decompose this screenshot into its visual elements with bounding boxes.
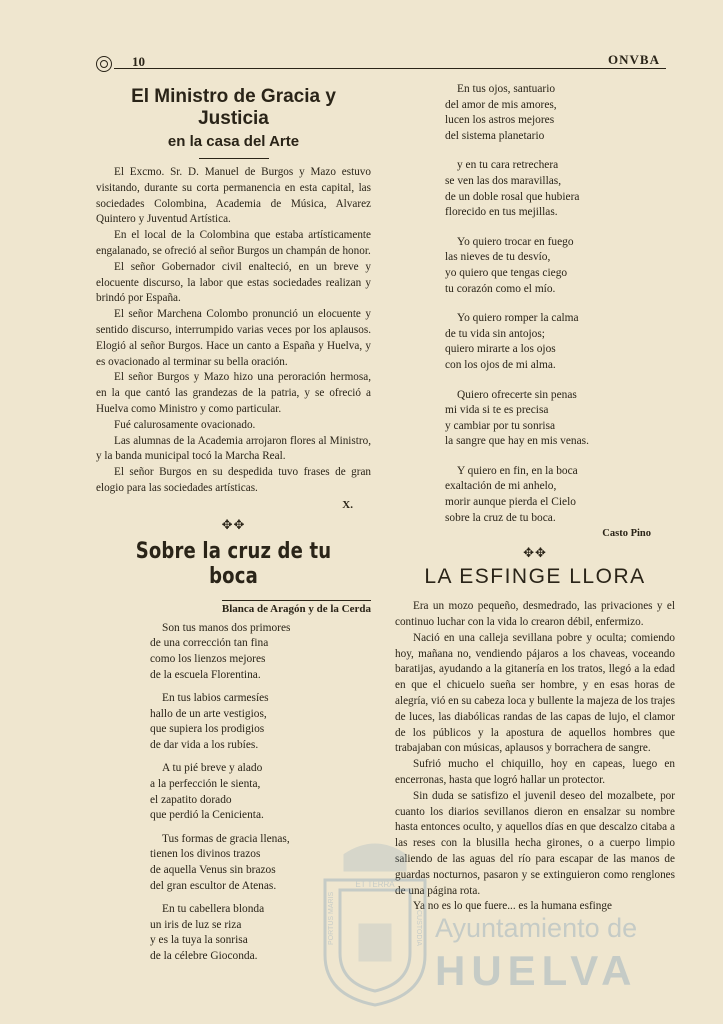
poem-line: las nieves de tu desvío, [445, 251, 551, 264]
watermark-line1: Ayuntamiento de [435, 913, 638, 943]
poem-line: que perdió la Cenicienta. [150, 809, 264, 822]
poem-line: y es la tuya la sonrisa [150, 934, 248, 947]
paragraph: El señor Burgos y Mazo hizo una peroración hermosa, en la que cantó las grandezas de la patria, y se ofreció a Huelva como Ministro y como particular. [96, 371, 371, 415]
poem-line: como los lienzos mejores [150, 652, 266, 665]
poem1-continuation [395, 82, 675, 526]
poem-stanza [445, 311, 675, 373]
poem-line: un iris de luz se riza [150, 918, 242, 931]
poem-line: florecido en tus mejillas. [445, 206, 558, 219]
paragraph: Era un mozo pequeño, desmedrado, las privaciones y el continuo luchar con la vida lo crearon débil, enfermizo. [395, 600, 675, 629]
poem1-title: Sobre la cruz de tu boca [135, 538, 332, 589]
poem-line: tienen los divinos trazos [150, 848, 261, 861]
poem-line: del sistema planetario [445, 129, 545, 142]
poem-stanza [445, 82, 675, 144]
poem-line: de una corrección tan fina [150, 637, 269, 650]
poem-line: de tu vida sin antojos; [445, 327, 545, 340]
poem-line: sobre la cruz de tu boca. [445, 511, 556, 524]
watermark-motto-left: PORTUS MARIS [328, 891, 335, 945]
poem-line: lucen los astros mejores [445, 114, 555, 127]
poem-line: En tus labios carmesíes [162, 692, 269, 705]
page-number: 10 [132, 54, 145, 69]
poem-line: de aquella Venus sin brazos [150, 864, 276, 877]
poem-line: del amor de mis amores, [445, 98, 557, 111]
poem-line: Y quiero en fin, en la boca [457, 464, 578, 477]
poem-line: del gran escultor de Atenas. [150, 879, 277, 892]
author-name: Blanca de Aragón y de la Cerda [222, 600, 371, 615]
poem-line: hallo de un arte vestigios, [150, 707, 267, 720]
journal-name: ONVBA [608, 52, 660, 67]
poem-line: el zapatito dorado [150, 793, 232, 806]
poem-line: la sangre que hay en mis venas. [445, 435, 589, 448]
article2-body [395, 599, 675, 915]
poem-line: que supiera los prodigios [150, 723, 265, 736]
poem1-author [96, 603, 371, 615]
section-ornament-icon: ✥✥ [523, 545, 547, 561]
poem-line: de dar vida a los rubíes. [150, 738, 259, 751]
poem1-signature: Casto Pino [602, 528, 651, 540]
watermark-banner: ET TERRA [355, 880, 395, 889]
watermark-motto-right: CUSTODIA [415, 910, 422, 947]
article1-signature: X. [342, 498, 353, 511]
poem-line: tu corazón como el mío. [445, 282, 556, 295]
watermark-line2: HUELVA [435, 947, 638, 994]
poem-line: Yo quiero trocar en fuego [457, 235, 574, 248]
poem-line: de la escuela Florentina. [150, 668, 261, 681]
poem-line: y cambiar por tu sonrisa [445, 419, 556, 432]
poem-stanza [150, 902, 371, 964]
page-header [96, 52, 666, 74]
paragraph: El Excmo. Sr. D. Manuel de Burgos y Mazo estuvo visitando, durante su corta permanencia en esta capital, las sociedades Colombina, Academia de Música, Alvarez Quintero y Juventud Artística. [96, 166, 371, 226]
poem-stanza [445, 158, 675, 220]
poem-line: morir aunque pierda el Cielo [445, 496, 576, 509]
article2-title: LA ESFINGE LLORA [424, 565, 646, 589]
poem-line: y en tu cara retrechera [457, 159, 559, 172]
poem-line: quiero mirarte a los ojos [445, 343, 556, 356]
poem-line: A tu pié breve y alado [162, 762, 263, 775]
paragraph: Sufrió mucho el chiquillo, hoy en capeas, luego en encerronas, hasta que logró hallar un protector. [395, 758, 675, 787]
poem-stanza [150, 691, 371, 753]
poem-stanza [150, 761, 371, 823]
paragraph: El señor Marchena Colombo pronunció un elocuente y sentido discurso, interrumpido varias veces por los aplausos. Elogió al señor Burgos. Hace un canto a España y Huelva, y es ovacionado al terminar su bella oración. [96, 308, 371, 368]
poem-line: Quiero ofrecerte sin penas [457, 388, 577, 401]
article1-subtitle: en la casa del Arte [167, 133, 300, 150]
poem-line: En tu cabellera blonda [162, 903, 265, 916]
poem-line: mi vida si te es precisa [445, 404, 549, 417]
section-ornament-icon: ✥✥ [221, 516, 246, 532]
poem-line: con los ojos de mi alma. [445, 358, 556, 371]
poem-line: a la perfección le sienta, [150, 778, 261, 791]
article1-title: El Ministro de Gracia y Justicia [131, 86, 336, 129]
poem-stanza [150, 832, 371, 894]
header-rule [114, 68, 666, 69]
paragraph: Fué calurosamente ovacionado. [114, 418, 256, 431]
poem-line: se ven las dos maravillas, [445, 174, 562, 187]
article1-body [96, 165, 371, 497]
poem-stanza [445, 235, 675, 297]
paragraph: En el local de la Colombina que estaba artísticamente engalanado, se ofreció al señor Burgos un champán de honor. [96, 229, 371, 257]
poem-line: Yo quiero romper la calma [457, 312, 579, 325]
spiral-ornament-icon [96, 56, 112, 72]
poem-line: Son tus manos dos primores [162, 621, 291, 634]
poem-line: yo quiero que tengas ciego [445, 266, 568, 279]
paragraph: El señor Burgos en su despedida tuvo frases de gran elogio para las sociedades artísticas. [96, 466, 371, 494]
poem-line: exaltación de mi anhelo, [445, 480, 557, 493]
poem-stanza [150, 621, 371, 683]
poem-line: de la célebre Gioconda. [150, 950, 258, 963]
paragraph: Nació en una calleja sevillana pobre y oculta; comiendo hoy, mañana no, vendiendo pájaros a los chaveas, voceando baratijas, ayudando a la gitanería en los tratos, llegó a la edad en que el chicuelo sueña ser hombre, y en esas horas de alegría, vió en su cabeza loca y bullente la majeza de los trajes de luces, las diabólicas randas de las capas de lujo, el clamor de los públicos y la apostura de aquellos hombres que trabajaban con músicas, aplausos y borrachera de sangre. [395, 631, 675, 755]
right-column [395, 82, 675, 915]
poem1-body [96, 621, 371, 965]
paragraph: Sin duda se satisfizo el juvenil deseo del mozalbete, por cuanto los diarios sevillanos dieron en ensalzar su nombre hasta entonces oculto, y aquellos días en que descalzo citaba a las reses con la blusilla hecha girones, o a cuerpo limpio saliendo de las aguas del río para escapar de las manos de guardas nocturnos, pasaron y se extinguieron como renglones de una página rota. [395, 789, 675, 897]
paragraph: Las alumnas de la Academia arrojaron flores al Ministro, y la banda municipal tocó la Marcha Real. [96, 434, 371, 463]
poem-stanza [445, 388, 675, 450]
title-rule [199, 158, 269, 159]
poem-stanza [445, 464, 675, 526]
paragraph: Ya no es lo que fuere... es la humana esfinge [413, 900, 612, 913]
left-column [96, 82, 371, 973]
poem-line: de un doble rosal que hubiera [445, 190, 580, 203]
paragraph: El señor Gobernador civil enalteció, en un breve y elocuente discurso, la labor que estas sociedades realizan y brindó por España. [96, 260, 371, 305]
poem-line: En tus ojos, santuario [457, 83, 556, 95]
poem-line: Tus formas de gracia llenas, [162, 832, 290, 845]
